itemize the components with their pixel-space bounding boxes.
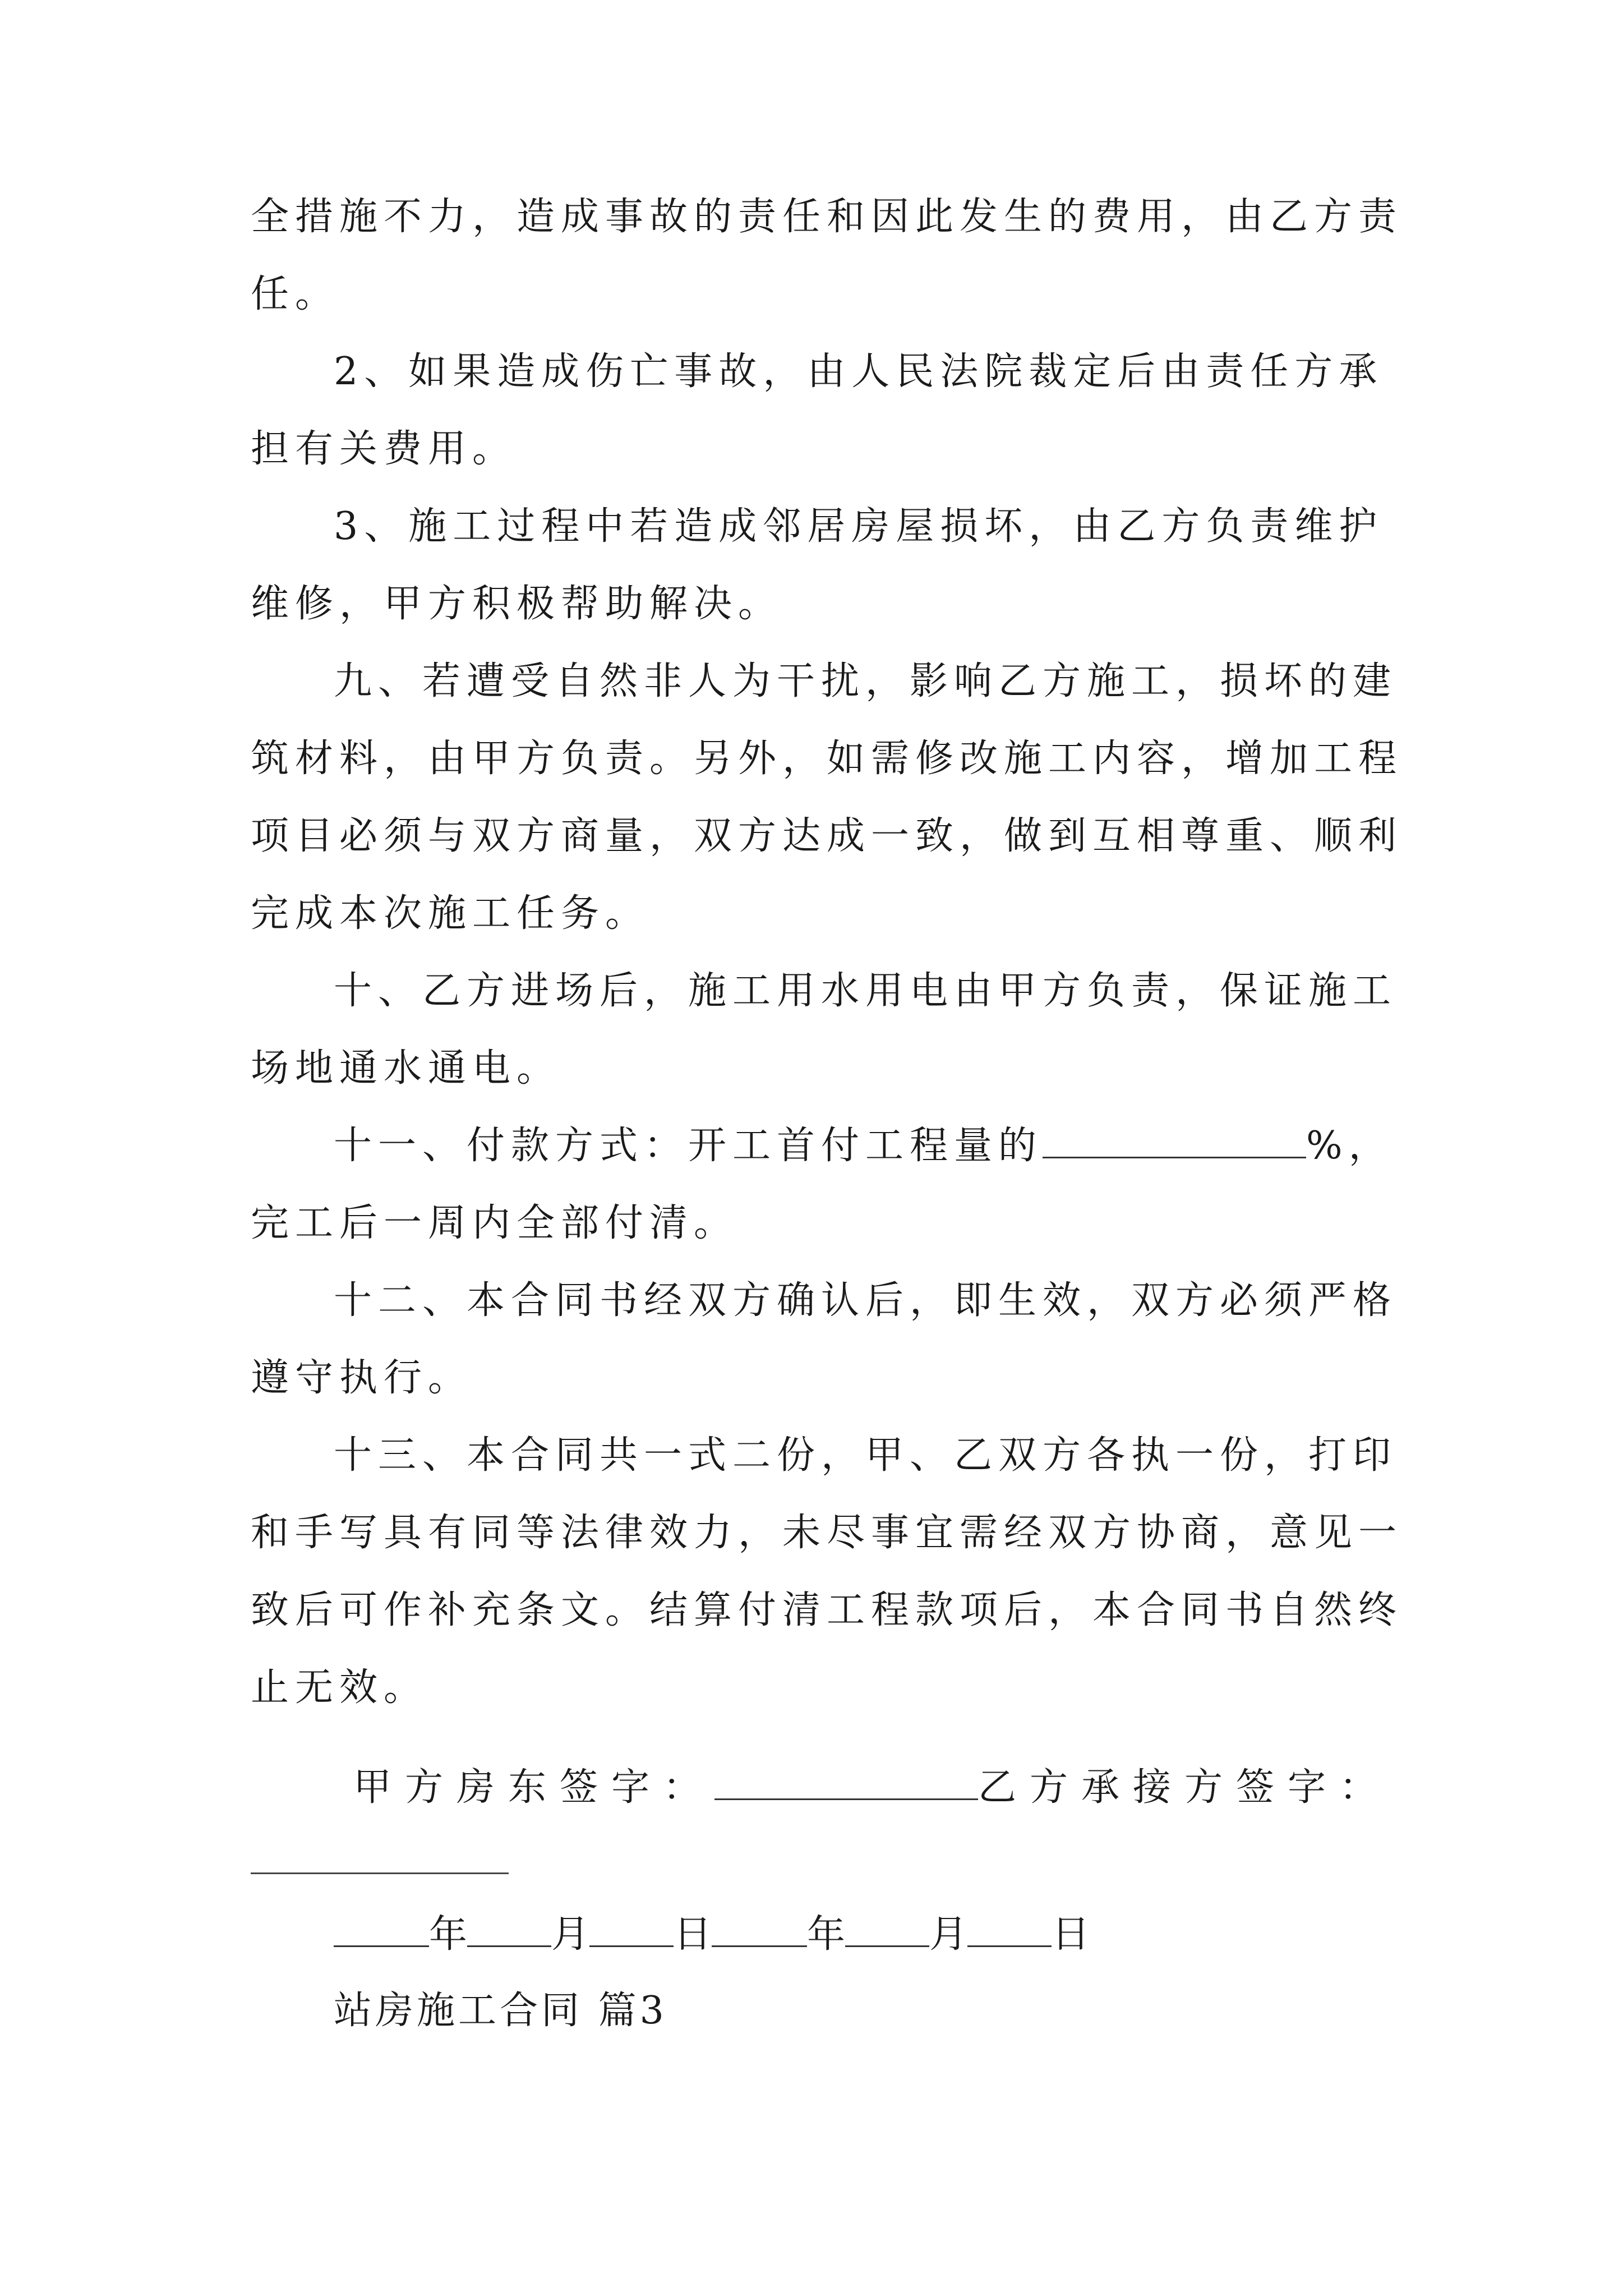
clause-2-line: 担有关费用。 [251,427,517,471]
clause-3-line: 3、施工过程中若造成邻居房屋损坏，由乙方负责维护 [334,504,1384,549]
article-12-line: 遵守执行。 [251,1356,473,1400]
article-9-line: 筑材料，由甲方负责。另外，如需修改施工内容，增加工程 [251,737,1403,781]
year-blank [334,1912,429,1947]
article-13-line: 十三、本合同共一式二份，甲、乙双方各执一份，打印 [334,1433,1398,1478]
article-9-line: 完成本次施工任务。 [251,891,650,936]
day-label: 日 [674,1912,712,1957]
payment-terms-text: 十一、付款方式：开工首付工程量的 [334,1124,1043,1168]
day-blank [589,1912,674,1947]
article-10-line: 十、乙方进场后，施工用水用电由甲方负责，保证施工 [334,969,1398,1013]
article-13-line: 和手写具有同等法律效力，未尽事宜需经双方协商，意见一 [251,1511,1403,1555]
year-label: 年 [429,1912,468,1957]
article-13-line: 止无效。 [251,1665,428,1710]
clause-2-line: 2、如果造成伤亡事故，由人民法院裁定后由责任方承 [334,349,1384,394]
party-b-signature-blank [251,1872,509,1874]
paragraph-line: 全措施不力，造成事故的责任和因此发生的费用，由乙方责 [251,195,1403,239]
percent-sign: %， [1306,1124,1393,1168]
day-label: 日 [1052,1912,1090,1957]
year-blank [712,1912,807,1947]
next-section-title: 站房施工合同 篇3 [334,1989,667,2033]
clause-3-line: 维修，甲方积极帮助解决。 [251,582,783,626]
article-13-line: 致后可作补充条文。结算付清工程款项后，本合同书自然终 [251,1588,1403,1632]
contract-body [251,178,1403,1727]
party-b-signature-label: 乙方承接方签字： [978,1765,1391,1810]
year-label: 年 [807,1912,846,1957]
party-a-signature-blank [714,1764,978,1800]
month-label: 月 [929,1912,968,1957]
month-blank [467,1912,551,1947]
article-11-line: 完工后一周内全部付清。 [251,1201,739,1245]
payment-percent-blank [1043,1122,1306,1158]
article-9-line: 九、若遭受自然非人为干扰，影响乙方施工，损坏的建 [334,659,1398,703]
party-a-signature-label: 甲方房东签字： [353,1765,715,1810]
paragraph-line: 任。 [251,272,340,316]
day-blank [967,1912,1052,1947]
article-9-line: 项目必须与双方商量，双方达成一致，做到互相尊重、顺利 [251,814,1403,858]
date-row [334,1904,1090,1958]
article-12-line: 十二、本合同书经双方确认后，即生效，双方必须严格 [334,1278,1398,1323]
month-blank [845,1912,929,1947]
month-label: 月 [551,1912,590,1957]
signature-row [353,1757,1391,1811]
article-10-line: 场地通水通电。 [251,1046,561,1091]
article-11-line [251,1107,1393,1185]
